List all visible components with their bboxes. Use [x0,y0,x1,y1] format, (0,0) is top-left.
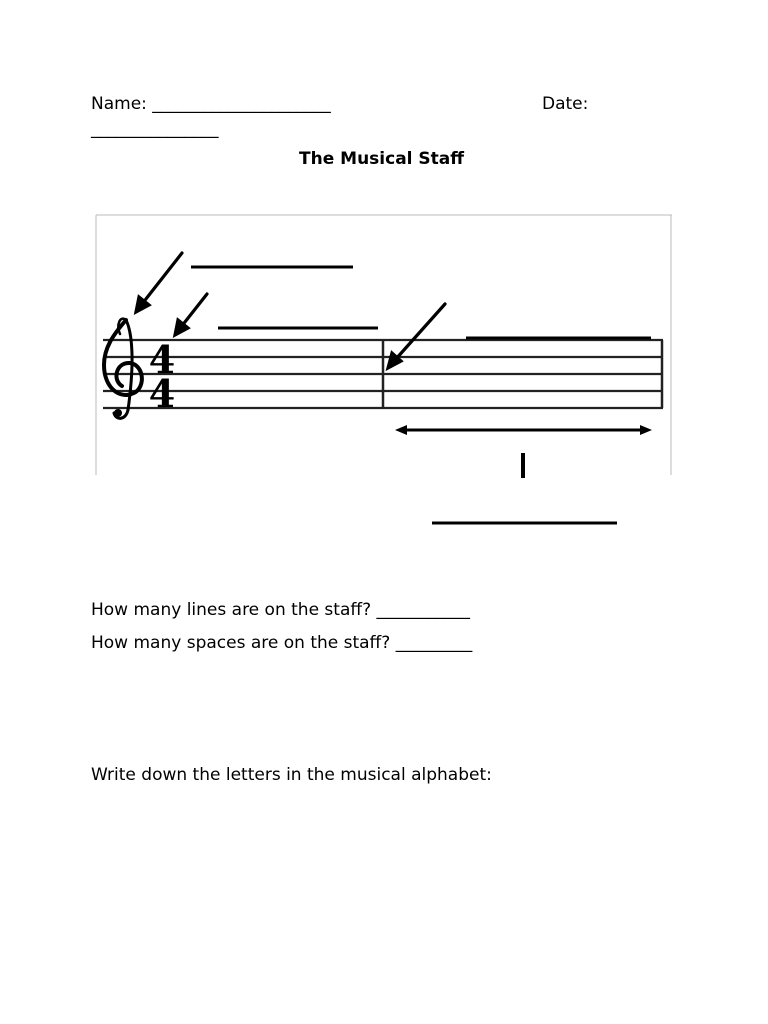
measure-indicator-tick [521,453,525,478]
question-spaces-count: How many spaces are on the staff? _________ [91,633,473,653]
measure-span-arrow [395,425,652,435]
date-blank-line: _______________ [91,119,219,139]
treble-clef-icon [104,319,142,419]
time-signature-bottom: 4 [148,371,176,416]
date-field-label: Date: [542,94,589,114]
page-title: The Musical Staff [299,149,465,169]
arrow-time-signature [181,294,207,327]
musical-alphabet-prompt: Write down the letters in the musical alphabet: [91,765,492,785]
time-signature-top: 4 [148,337,176,382]
question-lines-count: How many lines are on the staff? ___________ [91,600,471,620]
arrow-clef [142,253,182,304]
arrow-bar-line [395,304,445,360]
name-field-label: Name: _____________________ [91,94,331,114]
